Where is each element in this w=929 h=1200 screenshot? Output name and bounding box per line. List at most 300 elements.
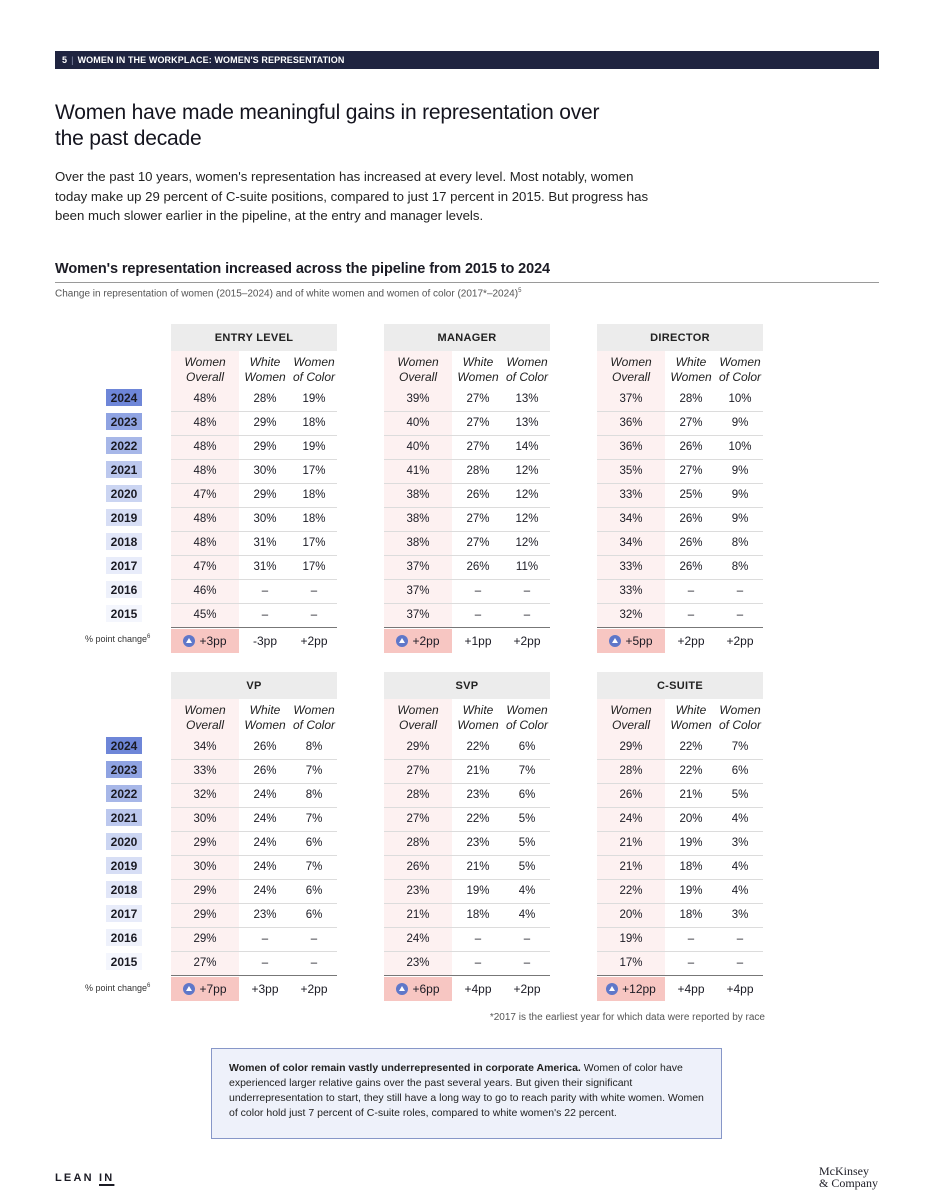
- up-arrow-icon: [606, 983, 618, 995]
- cell-women-overall: 33%: [619, 561, 643, 573]
- up-arrow-icon: [183, 983, 195, 995]
- overall-change-highlight: [597, 977, 665, 1001]
- column-header-line: Women: [397, 355, 439, 369]
- change-women-overall: +6pp: [412, 982, 440, 996]
- cell-white-women: –: [261, 609, 269, 621]
- column-header-line: White: [249, 703, 281, 717]
- cell-white-women: –: [687, 933, 695, 945]
- change-women-of-color: +2pp: [300, 982, 328, 996]
- point-change-row: [597, 629, 763, 653]
- cell-women-of-color: 9%: [731, 513, 749, 525]
- cell-women-of-color: –: [736, 585, 744, 597]
- cell-women-of-color: –: [310, 585, 318, 597]
- cell-white-women: 26%: [679, 441, 703, 453]
- cell-white-women: 28%: [253, 393, 277, 405]
- cell-white-women: 21%: [466, 861, 490, 873]
- table-row: [597, 604, 763, 628]
- change-women-overall: +3pp: [199, 634, 227, 648]
- cell-women-overall: 26%: [406, 861, 430, 873]
- cell-women-overall: 27%: [406, 813, 430, 825]
- up-arrow-icon: [183, 635, 195, 647]
- cell-white-women: 29%: [253, 489, 277, 501]
- table-row: [384, 604, 550, 628]
- cell-women-overall: 45%: [193, 609, 217, 621]
- section-header-bar: 5 | WOMEN IN THE WORKPLACE: WOMEN'S REPRESENTATION: [55, 51, 879, 69]
- cell-women-overall: 39%: [406, 393, 430, 405]
- column-header-line: Women: [293, 355, 335, 369]
- cell-women-of-color: 17%: [302, 537, 326, 549]
- table-row: [597, 856, 763, 880]
- cell-women-of-color: 12%: [515, 513, 539, 525]
- cell-women-overall: 23%: [406, 957, 430, 969]
- column-header-line: Women: [244, 370, 286, 384]
- cell-women-of-color: 3%: [731, 837, 749, 849]
- year-label-2018: 2018: [106, 881, 142, 898]
- table-row: [597, 880, 763, 904]
- chart-title: Women's representation increased across the pipeline from 2015 to 2024: [55, 261, 551, 277]
- year-label-2015: 2015: [106, 605, 142, 622]
- column-header: [171, 703, 239, 733]
- cell-women-overall: 48%: [193, 417, 217, 429]
- cell-women-overall: 30%: [193, 813, 217, 825]
- cell-women-of-color: 8%: [305, 789, 323, 801]
- cell-women-of-color: 5%: [518, 837, 536, 849]
- column-header-line: Women: [610, 703, 652, 717]
- column-header: [597, 355, 665, 385]
- column-header-line: Women: [506, 703, 548, 717]
- cell-women-overall: 38%: [406, 489, 430, 501]
- table-row: [597, 832, 763, 856]
- cell-white-women: –: [687, 585, 695, 597]
- column-header-line: of Color: [292, 718, 336, 732]
- panel-title: SVP: [384, 672, 550, 699]
- cell-women-overall: 48%: [193, 465, 217, 477]
- point-change-row: [384, 977, 550, 1001]
- column-header: [384, 355, 452, 385]
- cell-white-women: 26%: [679, 537, 703, 549]
- table-row: [171, 760, 337, 784]
- year-labels-bottom: [106, 737, 142, 977]
- cell-women-of-color: 7%: [305, 813, 323, 825]
- cell-women-overall: 48%: [193, 393, 217, 405]
- table-row: [171, 604, 337, 628]
- cell-women-of-color: 7%: [518, 765, 536, 777]
- cell-women-overall: 37%: [406, 609, 430, 621]
- cell-women-of-color: –: [310, 933, 318, 945]
- column-header-line: Women: [293, 703, 335, 717]
- up-arrow-icon: [396, 983, 408, 995]
- cell-women-of-color: 9%: [731, 417, 749, 429]
- year-label-2015: 2015: [106, 953, 142, 970]
- cell-women-of-color: 12%: [515, 489, 539, 501]
- cell-women-of-color: 8%: [305, 741, 323, 753]
- column-header: [715, 355, 765, 385]
- column-header-line: White: [675, 355, 707, 369]
- cell-white-women: 28%: [466, 465, 490, 477]
- overall-change-highlight: [597, 629, 665, 653]
- year-label-2023: 2023: [106, 761, 142, 778]
- cell-women-overall: 28%: [406, 837, 430, 849]
- year-label-2020: 2020: [106, 485, 142, 502]
- cell-women-of-color: 8%: [731, 561, 749, 573]
- table-rows: [597, 736, 763, 976]
- year-label-2017: 2017: [106, 557, 142, 574]
- year-label-2019: 2019: [106, 857, 142, 874]
- column-header-line: of Color: [718, 370, 762, 384]
- table-row: [597, 952, 763, 976]
- cell-white-women: 24%: [253, 813, 277, 825]
- cell-women-of-color: 8%: [731, 537, 749, 549]
- cell-white-women: 19%: [679, 885, 703, 897]
- table-row: [597, 484, 763, 508]
- cell-white-women: 26%: [679, 561, 703, 573]
- table-row: [597, 904, 763, 928]
- cell-white-women: 27%: [466, 513, 490, 525]
- cell-white-women: 27%: [466, 537, 490, 549]
- cell-women-overall: 37%: [619, 393, 643, 405]
- column-header-line: Women: [719, 355, 761, 369]
- year-label-2017: 2017: [106, 905, 142, 922]
- table-row: [171, 952, 337, 976]
- table-row: [597, 736, 763, 760]
- overall-change-highlight: [384, 629, 452, 653]
- year-label-2022: 2022: [106, 785, 142, 802]
- table-row: [597, 928, 763, 952]
- cell-women-of-color: 4%: [731, 861, 749, 873]
- up-arrow-icon: [609, 635, 621, 647]
- cell-women-overall: 48%: [193, 441, 217, 453]
- cell-women-overall: 19%: [619, 933, 643, 945]
- change-women-of-color: +2pp: [513, 634, 541, 648]
- column-header-line: Women: [610, 355, 652, 369]
- cell-women-overall: 21%: [619, 861, 643, 873]
- cell-white-women: –: [261, 585, 269, 597]
- cell-women-overall: 26%: [619, 789, 643, 801]
- overall-change-highlight: [171, 977, 239, 1001]
- table-row: [171, 784, 337, 808]
- cell-women-of-color: 6%: [305, 909, 323, 921]
- change-women-overall: +12pp: [622, 982, 656, 996]
- column-header-line: White: [675, 703, 707, 717]
- cell-women-of-color: –: [523, 933, 531, 945]
- change-women-of-color: +2pp: [726, 634, 754, 648]
- cell-women-overall: 32%: [619, 609, 643, 621]
- cell-women-of-color: 4%: [731, 813, 749, 825]
- cell-women-of-color: 7%: [305, 765, 323, 777]
- column-header-line: Women: [397, 703, 439, 717]
- year-label-2016: 2016: [106, 929, 142, 946]
- cell-women-of-color: 6%: [518, 789, 536, 801]
- table-row: [384, 736, 550, 760]
- cell-white-women: 21%: [466, 765, 490, 777]
- cell-women-overall: 29%: [619, 741, 643, 753]
- cell-women-of-color: 11%: [515, 561, 539, 573]
- table-row: [384, 436, 550, 460]
- cell-white-women: 19%: [679, 837, 703, 849]
- column-header-line: Women: [719, 703, 761, 717]
- cell-white-women: 29%: [253, 441, 277, 453]
- column-header-line: White: [249, 355, 281, 369]
- cell-women-of-color: 6%: [305, 837, 323, 849]
- table-row: [384, 832, 550, 856]
- column-header-line: Overall: [185, 370, 224, 384]
- cell-women-of-color: –: [523, 585, 531, 597]
- cell-women-of-color: 18%: [302, 417, 326, 429]
- cell-white-women: 27%: [466, 441, 490, 453]
- footnote: *2017 is the earliest year for which data were reported by race: [489, 1012, 765, 1023]
- table-row: [171, 928, 337, 952]
- change-white-women: +2pp: [677, 634, 705, 648]
- panel-title: DIRECTOR: [597, 324, 763, 351]
- cell-white-women: 24%: [253, 837, 277, 849]
- table-row: [171, 736, 337, 760]
- column-header: [502, 355, 552, 385]
- cell-white-women: 23%: [466, 789, 490, 801]
- column-header: [665, 703, 717, 733]
- column-header-line: Overall: [398, 718, 437, 732]
- change-white-women: -3pp: [252, 634, 278, 648]
- column-header: [239, 355, 291, 385]
- cell-women-overall: 36%: [619, 441, 643, 453]
- cell-women-overall: 41%: [406, 465, 430, 477]
- cell-women-of-color: 4%: [731, 885, 749, 897]
- table-row: [597, 412, 763, 436]
- cell-white-women: 18%: [466, 909, 490, 921]
- column-header-line: of Color: [292, 370, 336, 384]
- cell-white-women: 31%: [253, 537, 277, 549]
- year-label-2018: 2018: [106, 533, 142, 550]
- table-row: [597, 508, 763, 532]
- cell-women-of-color: 4%: [518, 909, 536, 921]
- change-women-overall: +2pp: [412, 634, 440, 648]
- page-title: Women have made meaningful gains in representation over the past decade: [55, 101, 600, 150]
- cell-women-overall: 38%: [406, 513, 430, 525]
- cell-white-women: 27%: [679, 465, 703, 477]
- cell-women-of-color: 19%: [302, 441, 326, 453]
- table-row: [384, 532, 550, 556]
- column-header-line: of Color: [505, 370, 549, 384]
- table-row: [384, 904, 550, 928]
- cell-women-overall: 17%: [619, 957, 643, 969]
- column-header: [171, 355, 239, 385]
- cell-women-of-color: 12%: [515, 465, 539, 477]
- table-row: [384, 880, 550, 904]
- table-row: [171, 904, 337, 928]
- cell-white-women: 26%: [679, 513, 703, 525]
- cell-women-of-color: 10%: [728, 393, 752, 405]
- table-row: [384, 580, 550, 604]
- table-rows: [171, 736, 337, 976]
- point-change-label-bottom: % point change$^6$: [85, 983, 151, 993]
- cell-women-overall: 47%: [193, 489, 217, 501]
- table-row: [597, 532, 763, 556]
- callout-bold: Women of color remain vastly underrepresented in corporate America.: [229, 1062, 581, 1074]
- cell-white-women: –: [687, 957, 695, 969]
- chart-subtitle: Change in representation of women (2015–2024) and of white women and women of color $(2017*-2024)^5$: [55, 288, 522, 300]
- panel-title: C-SUITE: [597, 672, 763, 699]
- cell-white-women: 27%: [679, 417, 703, 429]
- column-header-line: Women: [184, 355, 226, 369]
- table-row: [384, 928, 550, 952]
- change-women-of-color: +4pp: [726, 982, 754, 996]
- table-row: [384, 784, 550, 808]
- change-white-women: +4pp: [677, 982, 705, 996]
- table-row: [171, 880, 337, 904]
- cell-women-of-color: 4%: [518, 885, 536, 897]
- cell-women-of-color: 7%: [731, 741, 749, 753]
- change-white-women: +1pp: [464, 634, 492, 648]
- cell-white-women: 25%: [679, 489, 703, 501]
- column-header-line: Women: [457, 370, 499, 384]
- cell-women-overall: 33%: [193, 765, 217, 777]
- chart-divider: [55, 282, 879, 283]
- cell-women-overall: 28%: [406, 789, 430, 801]
- cell-women-overall: 33%: [619, 585, 643, 597]
- cell-women-overall: 29%: [406, 741, 430, 753]
- cell-white-women: –: [474, 609, 482, 621]
- table-rows: [384, 736, 550, 976]
- year-label-2024: 2024: [106, 737, 142, 754]
- cell-women-of-color: 9%: [731, 465, 749, 477]
- column-header: [452, 703, 504, 733]
- cell-women-of-color: –: [736, 933, 744, 945]
- cell-women-of-color: 12%: [515, 537, 539, 549]
- cell-women-overall: 29%: [193, 837, 217, 849]
- column-header-line: Women: [457, 718, 499, 732]
- table-row: [597, 760, 763, 784]
- cell-women-overall: 36%: [619, 417, 643, 429]
- change-white-women: +3pp: [251, 982, 279, 996]
- cell-women-of-color: 9%: [731, 489, 749, 501]
- table-row: [171, 856, 337, 880]
- cell-white-women: 24%: [253, 885, 277, 897]
- table-row: [171, 388, 337, 412]
- cell-white-women: –: [474, 957, 482, 969]
- change-women-of-color: +2pp: [300, 634, 328, 648]
- panel-title: ENTRY LEVEL: [171, 324, 337, 351]
- cell-women-overall: 32%: [193, 789, 217, 801]
- point-change-label-top: % point change$^6$: [85, 634, 151, 644]
- table-row: [171, 556, 337, 580]
- cell-white-women: –: [687, 609, 695, 621]
- cell-women-overall: 30%: [193, 861, 217, 873]
- table-row: [384, 388, 550, 412]
- table-row: [597, 388, 763, 412]
- table-row: [384, 760, 550, 784]
- overall-change-highlight: [384, 977, 452, 1001]
- table-row: [171, 808, 337, 832]
- table-rows: [597, 388, 763, 628]
- table-row: [597, 784, 763, 808]
- cell-women-of-color: –: [736, 957, 744, 969]
- column-header-line: Overall: [185, 718, 224, 732]
- cell-women-of-color: 17%: [302, 561, 326, 573]
- table-row: [384, 556, 550, 580]
- table-row: [384, 412, 550, 436]
- year-label-2020: 2020: [106, 833, 142, 850]
- cell-white-women: 29%: [253, 417, 277, 429]
- cell-white-women: 20%: [679, 813, 703, 825]
- change-white-women: +4pp: [464, 982, 492, 996]
- cell-women-of-color: –: [736, 609, 744, 621]
- cell-women-overall: 38%: [406, 537, 430, 549]
- cell-white-women: 22%: [466, 813, 490, 825]
- point-change-row: [171, 629, 337, 653]
- cell-women-overall: 20%: [619, 909, 643, 921]
- point-change-row: [171, 977, 337, 1001]
- cell-women-of-color: 6%: [305, 885, 323, 897]
- cell-women-overall: 37%: [406, 585, 430, 597]
- cell-women-overall: 40%: [406, 441, 430, 453]
- cell-women-overall: 27%: [193, 957, 217, 969]
- cell-white-women: –: [474, 933, 482, 945]
- column-header-line: of Color: [718, 718, 762, 732]
- column-header-line: Overall: [611, 370, 650, 384]
- column-header-line: Overall: [398, 370, 437, 384]
- table-row: [597, 556, 763, 580]
- cell-white-women: 27%: [466, 417, 490, 429]
- year-label-2016: 2016: [106, 581, 142, 598]
- column-header: [502, 703, 552, 733]
- cell-white-women: 24%: [253, 861, 277, 873]
- cell-women-of-color: 14%: [515, 441, 539, 453]
- cell-women-of-color: 17%: [302, 465, 326, 477]
- cell-women-overall: 28%: [619, 765, 643, 777]
- table-row: [171, 532, 337, 556]
- cell-women-of-color: 6%: [731, 765, 749, 777]
- cell-white-women: 18%: [679, 909, 703, 921]
- cell-white-women: –: [261, 933, 269, 945]
- cell-white-women: 18%: [679, 861, 703, 873]
- lean-in-logo: LEAN IN: [55, 1172, 115, 1184]
- cell-white-women: 22%: [679, 765, 703, 777]
- cell-white-women: 26%: [466, 561, 490, 573]
- table-row: [384, 856, 550, 880]
- year-label-2022: 2022: [106, 437, 142, 454]
- year-label-2024: 2024: [106, 389, 142, 406]
- table-row: [384, 952, 550, 976]
- column-header: [384, 703, 452, 733]
- column-header: [239, 703, 291, 733]
- intro-paragraph: Over the past 10 years, women's representation has increased at every level. Most notably, women today make up 29 percent of C-suite positions, compared to just 17 percent in 2015. But progress has been much slower earlier in the pipeline, at the entry and manager levels.: [55, 169, 649, 223]
- cell-women-overall: 35%: [619, 465, 643, 477]
- column-header-line: Women: [670, 718, 712, 732]
- cell-white-women: 26%: [253, 741, 277, 753]
- cell-white-women: 23%: [466, 837, 490, 849]
- change-women-overall: +5pp: [625, 634, 653, 648]
- cell-women-of-color: 5%: [731, 789, 749, 801]
- cell-women-overall: 27%: [406, 765, 430, 777]
- cell-women-of-color: 6%: [518, 741, 536, 753]
- column-header-line: White: [462, 355, 494, 369]
- cell-women-overall: 48%: [193, 537, 217, 549]
- column-header-line: Women: [244, 718, 286, 732]
- cell-white-women: 22%: [466, 741, 490, 753]
- column-header-line: White: [462, 703, 494, 717]
- section-title: WOMEN IN THE WORKPLACE: WOMEN'S REPRESENTATION: [77, 55, 345, 65]
- cell-women-of-color: –: [523, 957, 531, 969]
- column-header: [289, 703, 339, 733]
- table-row: [597, 808, 763, 832]
- column-header-line: Overall: [611, 718, 650, 732]
- table-row: [171, 580, 337, 604]
- year-labels-top: [106, 389, 142, 629]
- column-header: [665, 355, 717, 385]
- change-women-of-color: +2pp: [513, 982, 541, 996]
- table-row: [171, 832, 337, 856]
- mckinsey-logo: McKinsey & Company: [819, 1164, 878, 1190]
- cell-women-overall: 24%: [406, 933, 430, 945]
